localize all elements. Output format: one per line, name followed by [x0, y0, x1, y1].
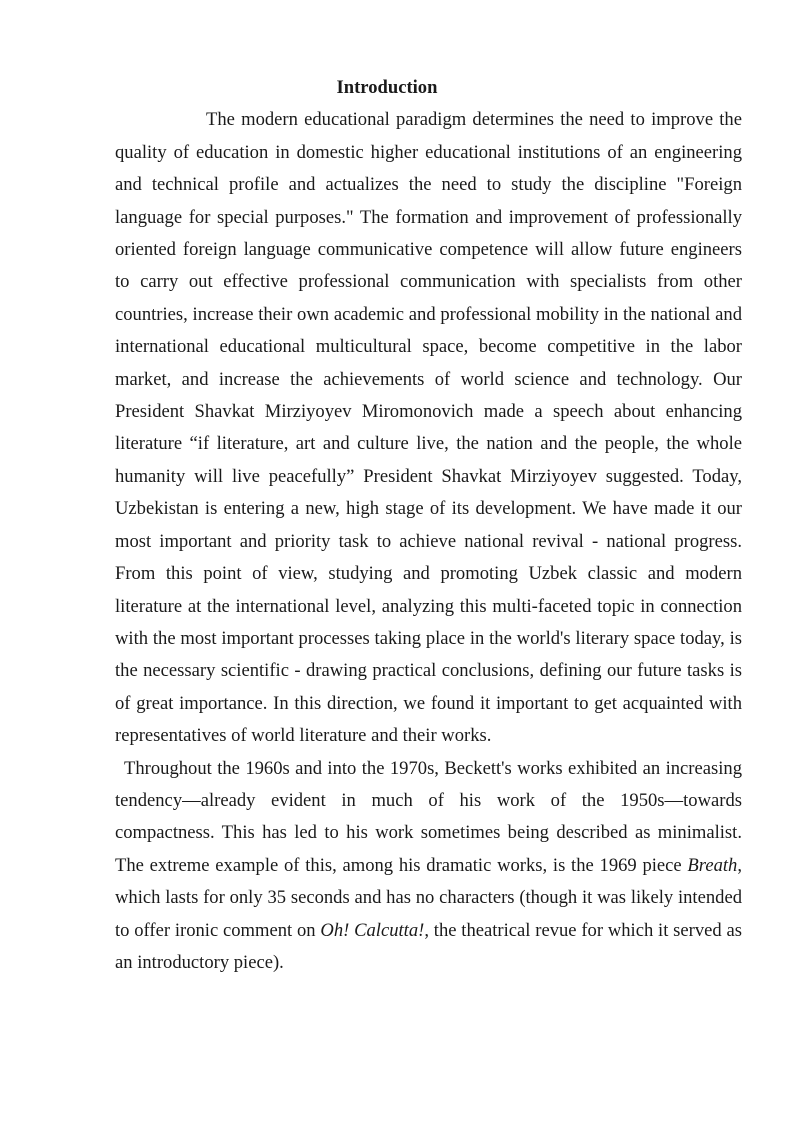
- paragraph-intro: The modern educational paradigm determines the need to improve the quality of education in domestic higher educational institutions of an engineering and technical profile and actualizes the need to study the discipline "Foreign language for special purposes." The formation and improvement of professionally oriented foreign language communicative competence will allow future engineers to carry out effective professional communication with specialists from other countries, increase their own academic and professional mobility in the national and international educational multicultural space, become competitive in the labor market, and increase the achievements of world science and technology. Our President Shavkat Mirziyoyev Miromonovich made a speech about enhancing literature “if literature, art and culture live, the nation and the people, the whole humanity will live peacefully” President Shavkat Mirziyoyev suggested. Today, Uzbekistan is entering a new, high stage of its development. We have made it our most important and priority task to achieve national revival - national progress. From this point of view, studying and promoting Uzbek classic and modern literature at the international level, analyzing this multi-faceted topic in connection with the most important processes taking place in the world's literary space today, is the necessary scientific - drawing practical conclusions, defining our future tasks is of great importance. In this direction, we found it important to get acquainted with representatives of world literature and their works.: [115, 109, 742, 747]
- work-title-breath: Breath: [687, 854, 738, 876]
- paragraph-beckett-text-2: , which lasts for only 35 seconds and has no characters (though it was likely intended to offer ironic comment on: [115, 854, 742, 941]
- document-body: [115, 72, 742, 979]
- paragraph-beckett-text-3: , the theatrical revue for which it served as an introductory piece).: [115, 919, 742, 973]
- page-title: Introduction: [336, 77, 438, 98]
- work-title-oh-calcutta: Oh! Calcutta!: [320, 919, 425, 941]
- paragraph-beckett-text-1: Throughout the 1960s and into the 1970s, Beckett's works exhibited an increasing tendency—already evident in much of his work of the 1950s—towards compactness. This has led to his work sometimes being described as minimalist. The extreme example of this, among his dramatic works, is the 1969 piece: [115, 757, 742, 876]
- paragraph-beckett: [115, 753, 742, 980]
